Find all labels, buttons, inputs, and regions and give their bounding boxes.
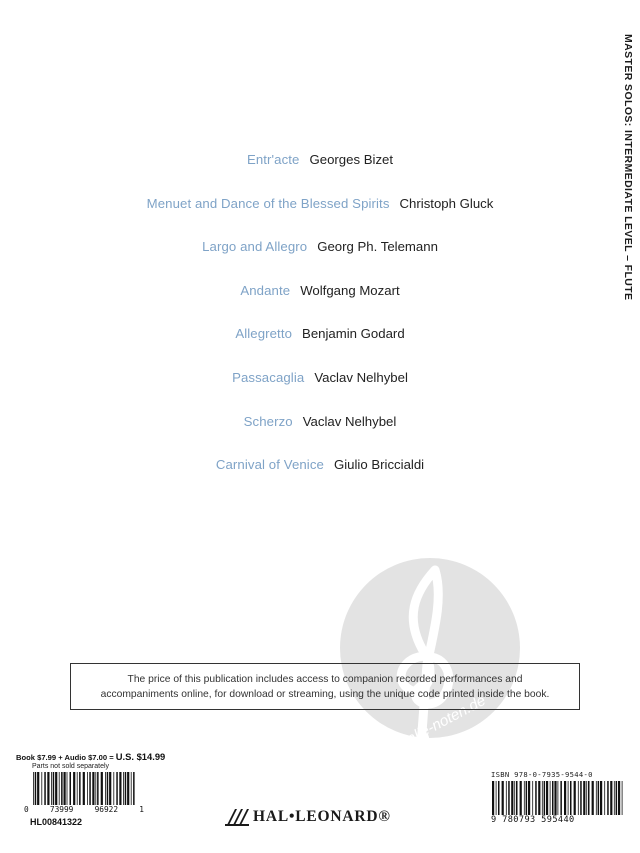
piece-composer: Christoph Gluck [399, 195, 494, 211]
contents-item [0, 150, 640, 194]
upc-digit-group: 1 [139, 805, 144, 814]
barcode-bar [107, 772, 109, 805]
isbn-label: ISBN 978-0-7935-9544-0 [491, 770, 593, 779]
barcode-bar [502, 781, 504, 815]
piece-title: Passacaglia [232, 369, 305, 385]
price-breakdown: Book $7.99 + Audio $7.00 = [16, 753, 116, 762]
barcode-bar [578, 781, 579, 815]
publisher-name: HAL•LEONARD® [253, 808, 391, 825]
piece-composer: Benjamin Godard [302, 326, 405, 342]
barcode-bar [604, 781, 605, 815]
barcode-bar [83, 772, 85, 805]
contents-item [0, 455, 640, 499]
barcode-bar [592, 781, 594, 815]
barcode-bar [89, 772, 91, 805]
barcode-bar [113, 772, 114, 805]
product-code: HL00841322 [30, 817, 83, 827]
barcode-bar [101, 772, 103, 805]
barcode-bar [92, 772, 94, 805]
barcode-bar [498, 781, 500, 815]
barcode-bar [610, 781, 612, 815]
piece-title: Entr'acte [246, 152, 300, 167]
barcode-bar [532, 781, 533, 815]
barcode-bar [35, 772, 37, 805]
barcode-bar [558, 781, 559, 815]
barcode-bar [514, 781, 515, 815]
barcode-bar [131, 772, 132, 805]
piece-title: Scherzo [243, 413, 293, 429]
barcode-bar [598, 781, 600, 815]
barcode-bar [41, 772, 42, 805]
barcode-bar [37, 772, 39, 805]
upc-digits [24, 805, 144, 814]
barcode-bar [97, 772, 99, 805]
barcode-bar [119, 772, 121, 805]
watermark-label: alle-noten.de [403, 692, 489, 748]
piece-composer: Georges Bizet [309, 152, 394, 167]
barcode-bar [51, 772, 52, 805]
contents-item [0, 281, 640, 325]
barcode-bar [596, 781, 597, 815]
barcode-bar [64, 772, 66, 805]
barcode-bar [123, 772, 124, 805]
barcode-bar [105, 772, 106, 805]
barcode-bar [511, 781, 513, 815]
barcode-bar [33, 772, 34, 805]
isbn-digits: 9 780793 595440 [491, 815, 575, 825]
notice-line: accompaniments online, for download or streaming, using the unique code printed inside the book. [100, 688, 550, 700]
barcode-bar [616, 781, 618, 815]
spine-title: MASTER SOLOS: INTERMEDIATE LEVEL – FLUTE [622, 34, 634, 301]
barcode-bar [622, 781, 623, 815]
upc-digit-group: 0 [24, 805, 29, 814]
barcode-bar [133, 772, 135, 805]
contents-list [0, 150, 640, 499]
barcode-bar [53, 772, 55, 805]
upc-digit-group: 73999 [49, 805, 74, 814]
barcode-bar [546, 781, 548, 815]
barcode-bar [87, 772, 88, 805]
barcode-bar [59, 772, 60, 805]
barcode-bar [524, 781, 525, 815]
piece-title: Menuet and Dance of the Blessed Spirits [146, 195, 390, 211]
barcode-bar [77, 772, 78, 805]
barcode-bar [550, 781, 551, 815]
notice-line: The price of this publication includes access to companion recorded performances and [127, 673, 523, 685]
barcode-bar [574, 781, 576, 815]
barcode-bar [526, 781, 528, 815]
piece-title: Allegretto [235, 326, 293, 342]
treble-clef-watermark-icon [339, 536, 521, 760]
piece-title: Carnival of Venice [215, 457, 324, 473]
barcode-bar [520, 781, 522, 815]
barcode-bar [55, 772, 57, 805]
barcode-bar [67, 772, 68, 805]
barcode-bar [44, 772, 46, 805]
barcode-bar [535, 781, 537, 815]
barcode-bar [554, 781, 556, 815]
piece-composer: Giulio Briccialdi [333, 457, 425, 473]
barcode-bar [109, 772, 111, 805]
barcode-bar [568, 781, 569, 815]
piece-composer: Vaclav Nelhybel [314, 369, 408, 385]
upc-digit-group: 96922 [94, 805, 119, 814]
parts-note: Parts not sold separately [32, 763, 110, 770]
barcode-bar [47, 772, 49, 805]
barcode-bar [516, 781, 518, 815]
barcode-bar [496, 781, 497, 815]
barcode-bar [564, 781, 566, 815]
piece-composer: Wolfgang Mozart [300, 282, 400, 298]
barcode-bar [586, 781, 587, 815]
barcode-bar [560, 781, 562, 815]
barcode-bar [618, 781, 620, 815]
audio-access-notice [70, 663, 580, 710]
barcode-bar [125, 772, 127, 805]
barcode-bar [116, 772, 118, 805]
barcode-bar [70, 772, 72, 805]
contents-item [0, 237, 640, 281]
barcode-bar [127, 772, 129, 805]
barcode-bar [583, 781, 585, 815]
contents-item [0, 412, 640, 456]
barcode-bar [508, 781, 510, 815]
barcode-bar [600, 781, 602, 815]
barcode-bar [79, 772, 81, 805]
barcode-bar [614, 781, 615, 815]
contents-item [0, 194, 640, 238]
hal-leonard-mark-icon [225, 807, 249, 827]
contents-item [0, 368, 640, 412]
piece-title: Largo and Allegro [202, 239, 308, 255]
barcode-bar [552, 781, 554, 815]
piece-composer: Georg Ph. Telemann [317, 239, 438, 255]
price-total: U.S. $14.99 [115, 751, 166, 762]
barcode-bar [542, 781, 543, 815]
contents-item [0, 324, 640, 368]
piece-title: Andante [240, 282, 291, 298]
price-line [16, 751, 165, 762]
barcode-bar [544, 781, 546, 815]
barcode-bar [95, 772, 96, 805]
piece-composer: Vaclav Nelhybel [302, 413, 397, 429]
barcode-bar [538, 781, 540, 815]
barcode-bar [528, 781, 530, 815]
barcode-bar [588, 781, 590, 815]
barcode-bar [61, 772, 63, 805]
barcode-bar [580, 781, 582, 815]
barcode-bar [73, 772, 75, 805]
barcode-bar [506, 781, 507, 815]
barcode-bar [607, 781, 609, 815]
barcode-bar [492, 781, 494, 815]
publisher-logo [225, 806, 391, 828]
barcode-bar [570, 781, 572, 815]
